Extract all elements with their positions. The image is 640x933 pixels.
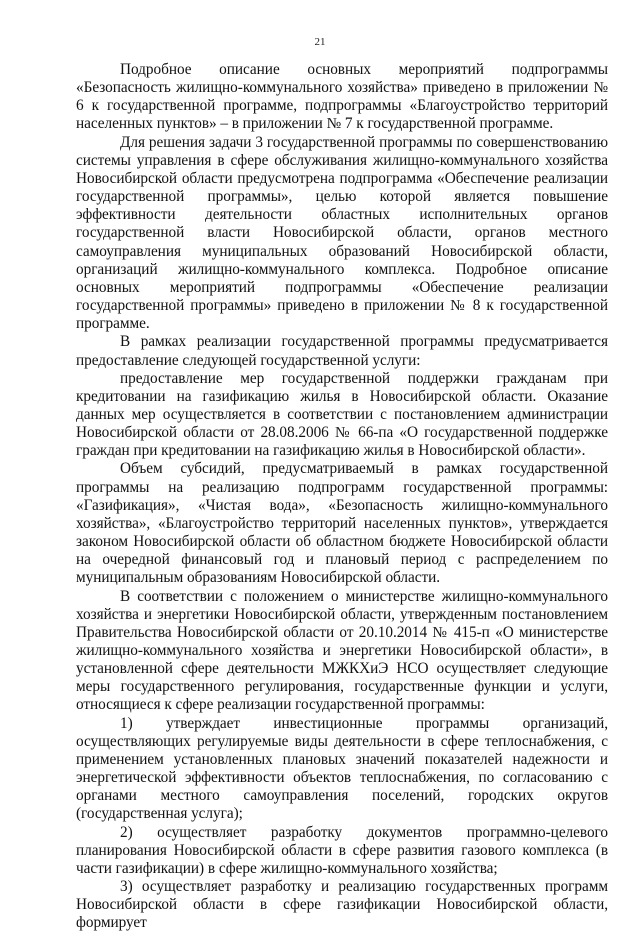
- paragraph: Объем субсидий, предусматриваемый в рамках государственной программы на реализацию подпрограмм государственной программы: «Газификация», «Чистая вода», «Безопасность жилищно-коммунального хозяйства», «Благоустройство территорий населенных пунктов», утверждается законом Новосибирской области об областном бюджете Новосибирской области на очередной финансовый год и плановый период с распределением по муниципальным образованиям Новосибирской области.: [76, 460, 608, 587]
- document-body: [76, 61, 608, 933]
- list-item: 2) осуществляет разработку документов программно-целевого планирования Новосибирской области в сфере развития газового комплекса (в части газификации) в сфере жилищно-коммунального хозяйства;: [76, 823, 608, 877]
- paragraph: В рамках реализации государственной программы предусматривается предоставление следующей государственной услуги:: [76, 333, 608, 369]
- paragraph: Для решения задачи 3 государственной программы по совершенствованию системы управления в сфере обслуживания жилищно-коммунального хозяйства Новосибирской области предусмотрена подпрограмма «Обеспечение реализации государственной программы», целью которой является повышение эффективности деятельности областных исполнительных органов государственной власти Новосибирской области, органов местного самоуправления муниципальных образований Новосибирской области, организаций жилищно-коммунального комплекса. Подробное описание основных мероприятий подпрограммы «Обеспечение реализации государственной программы» приведено в приложении № 8 к государственной программе.: [76, 133, 608, 333]
- paragraph: Подробное описание основных мероприятий подпрограммы «Безопасность жилищно-коммунального хозяйства» приведено в приложении № 6 к государственной программе, подпрограммы «Благоустройство территорий населенных пунктов» – в приложении № 7 к государственной программе.: [76, 61, 608, 133]
- page-number: 21: [314, 36, 326, 48]
- list-item: 3) осуществляет разработку и реализацию государственных программ Новосибирской области в сфере газификации Новосибирской области, формирует: [76, 878, 608, 932]
- paragraph: В соответствии с положением о министерстве жилищно-коммунального хозяйства и энергетики Новосибирской области, утвержденным постановлением Правительства Новосибирской области от 20.10.2014 № 415-п «О министерстве жилищно-коммунального хозяйства и энергетики Новосибирской области», в установленной сфере деятельности МЖКХиЭ НСО осуществляет следующие меры государственного регулирования, государственные функции и услуги, относящиеся к сфере реализации государственной программы:: [76, 587, 608, 714]
- list-item: 1) утверждает инвестиционные программы организаций, осуществляющих регулируемые виды деятельности в сфере теплоснабжения, с применением установленных плановых значений показателей надежности и энергетической эффективности объектов теплоснабжения, по согласованию с органами местного самоуправления поселений, городских округов (государственная услуга);: [76, 714, 608, 823]
- paragraph: предоставление мер государственной поддержки гражданам при кредитовании на газификацию жилья в Новосибирской области. Оказание данных мер осуществляется в соответствии с постановлением администрации Новосибирской области от 28.08.2006 № 66-па «О государственной поддержке граждан при кредитовании на газификацию жилья в Новосибирской области».: [76, 369, 608, 460]
